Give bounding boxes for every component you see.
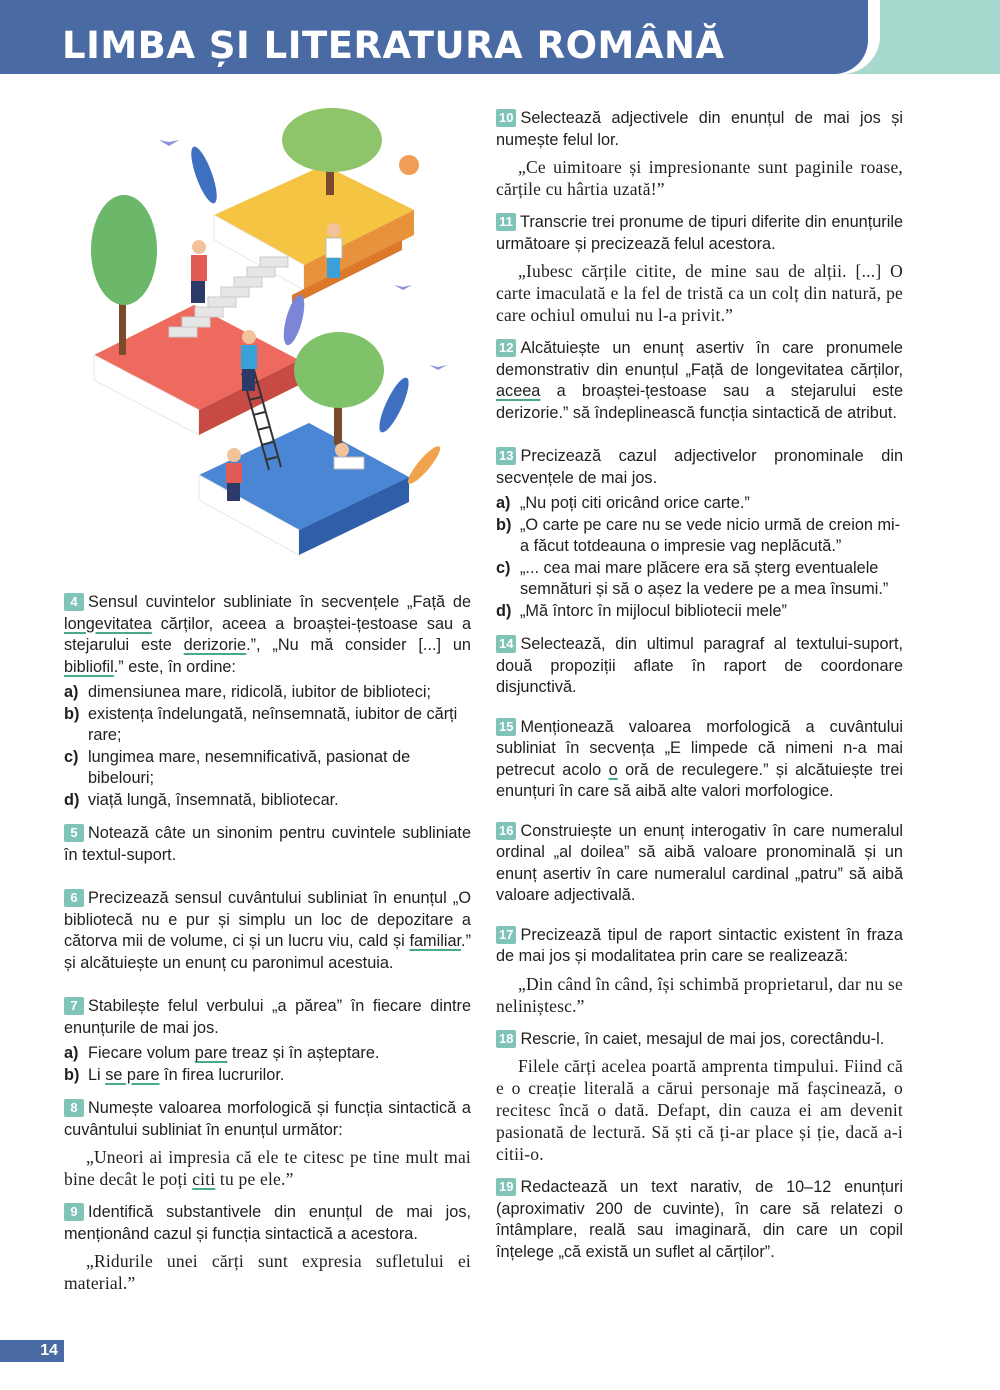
exercise-6: [64, 888, 471, 974]
exercise-17: [496, 925, 903, 1017]
exercise-18-quote: Filele cărți acelea poartă amprenta timpului. Fiind că e o creație literală a cărui personaje mă fașcinează, o recitesc încă o dată. Defapt, din cauza ei am devenit pasionată de lectură. Să ști că ți-ar place și ție, dacă a-i citii-o.: [496, 1056, 903, 1164]
underlined-word-longevitatea: longevitatea: [64, 614, 152, 633]
option-b: b) „O carte pe care nu se vede nicio urmă de creion mi-a făcut totdeauna o impresie vag neplăcută.”: [496, 515, 901, 555]
exercise-8-quote: „Uneori ai impresia că ele te citesc pe tine mult mai bine decât le poți citi tu pe ele.”: [64, 1147, 471, 1189]
exercise-10-quote: „Ce uimitoare și impresionante sunt paginile roase, cărțile cu hârtia uzată!”: [496, 157, 903, 199]
exercise-4-options: [64, 682, 471, 811]
exercise-12-number: 12: [496, 339, 516, 357]
exercise-16-number: 16: [496, 822, 516, 840]
books-illustration: [64, 105, 474, 580]
exercise-12: [496, 338, 903, 424]
option-b: b) Li se pare în firea lucrurilor.: [64, 1065, 285, 1084]
exercise-7: [64, 996, 471, 1086]
exercise-15-number: 15: [496, 718, 516, 736]
exercise-14: [496, 634, 903, 699]
option-b: b) existența îndelungată, neînsemnată, iubitor de cărți rare;: [64, 704, 458, 744]
underlined-word-pare: pare: [194, 1044, 228, 1062]
exercise-6-number: 6: [64, 889, 84, 907]
exercise-18-prompt: 18 Rescrie, în caiet, mesajul de mai jos, corectându-l.: [496, 1029, 903, 1051]
exercise-7-prompt: 7 Stabilește felul verbului „a părea” în fiecare dintre enunțurile de mai jos.: [64, 997, 471, 1037]
exercise-4-number: 4: [64, 593, 84, 611]
exercise-9-quote: „Ridurile unei cărți sunt expresia sufletului ei material.”: [64, 1251, 471, 1293]
exercise-12-prompt: 12 Alcătuiește un enunț asertiv în care pronumele demonstrativ din enunțul „Față de longevitatea cărților, aceea a broaștei-țestoase sau a stejarului este derizorie.” să îndeplinească funcția sintactică de atribut.: [496, 339, 903, 422]
exercise-14-prompt: 14 Selectează, din ultimul paragraf al textului-suport, două propoziții aflate în raport de coordonare disjunctivă.: [496, 635, 903, 696]
exercise-17-prompt: 17 Precizează tipul de raport sintactic existent în fraza de mai jos și modalitatea prin care se realizează:: [496, 925, 903, 965]
exercise-15-prompt: 15 Menționează valoarea morfologică a cuvântului subliniat în secvența „E limpede că nimeni n-a mai petrecut acolo o oră de reculegere.” și alcătuiește trei enunțuri în care să aibă alte valori morfologice.: [496, 717, 903, 800]
exercise-17-quote: „Din când în când, își schimbă proprietarul, dar nu se neliniștesc.”: [496, 973, 903, 1016]
underlined-word-bibliofil: bibliofil: [64, 657, 114, 676]
option-a: a) Fiecare volum pare treaz și în așteptare.: [64, 1044, 380, 1062]
exercise-15: [496, 717, 903, 803]
exercise-19-prompt: 19 Redactează un text narativ, de 10–12 enunțuri (aproximativ 200 de cuvinte), în care să relatezi o întâmplare, reală sau imaginară, din care un copil înțelege „că există un suflet al cărților”.: [496, 1178, 903, 1261]
option-d: d) viață lungă, însemnată, bibliotecar.: [64, 790, 339, 809]
exercise-10-prompt: 10 Selectează adjectivele din enunțul de mai jos și numește felul lor.: [496, 109, 903, 149]
exercise-13-number: 13: [496, 447, 516, 465]
underlined-word-se-pare: se pare: [105, 1065, 160, 1084]
exercise-11-quote: „Iubesc cărțile citite, de mine sau de alții. [...] O carte imaculată e la fel de tristă ca un colț din natură, pe care ochiul omului nu l-a privit.”: [496, 261, 903, 325]
right-column: [496, 108, 903, 1275]
exercise-13-prompt: 13 Precizează cazul adjectivelor pronominale din secvențele de mai jos.: [496, 447, 903, 487]
option-d: d) „Mă întorc în mijlocul bibliotecii mele”: [496, 601, 787, 620]
exercise-13: [496, 446, 903, 622]
exercise-6-prompt: 6 Precizează sensul cuvântului subliniat în enunțul „O bibliotecă nu e pur și simplu un loc de depozitare a cătorva mii de volume, ci și un lucru viu, cald și familiar.” și alcătuiește un enunț cu paronimul acestuia.: [64, 889, 471, 972]
exercise-4-text-4: .” este, în ordine:: [113, 657, 236, 676]
exercise-8-number: 8: [64, 1099, 84, 1117]
underlined-word-aceea: aceea: [496, 382, 541, 400]
option-c: c) lungimea mare, nesemnificativă, pasionat de bibelouri;: [64, 747, 411, 787]
exercise-9-prompt: 9 Identifică substantivele din enunțul de mai jos, menționând cazul și funcția sintactică a acestora.: [64, 1203, 471, 1243]
exercise-4: [64, 592, 471, 811]
exercise-8-prompt: 8 Numește valoarea morfologică și funcția sintactică a cuvântului subliniat în enunțul următor:: [64, 1099, 471, 1139]
exercise-19: [496, 1177, 903, 1263]
person-sitting-illustration: [226, 448, 242, 501]
exercise-9-number: 9: [64, 1203, 84, 1221]
exercise-19-number: 19: [496, 1178, 516, 1196]
exercise-5-prompt: 5 Notează câte un sinonim pentru cuvintele subliniate în textul-suport.: [64, 824, 471, 864]
exercise-7-number: 7: [64, 997, 84, 1015]
exercise-5: [64, 823, 471, 866]
exercise-13-options: [496, 493, 903, 622]
exercise-5-number: 5: [64, 824, 84, 842]
page-title: LIMBA ȘI LITERATURA ROMÂNĂ: [62, 24, 725, 67]
exercise-4-text-2: cărților, aceea a broaștei-țestoase sau a stejarului este: [64, 614, 471, 654]
exercise-10: [496, 108, 903, 200]
exercise-16: [496, 821, 903, 907]
exercise-16-prompt: 16 Construiește un enunț interogativ în care numeralul ordinal „al doilea” să aibă valoare pronominală și un enunț asertiv în care numeralul cardinal „patru” să aibă valoare adjectivală.: [496, 821, 903, 904]
page-number: 14: [0, 1340, 64, 1362]
exercise-9: [64, 1202, 471, 1294]
orange-plant-decoration: [399, 155, 444, 487]
left-column: [64, 592, 471, 1306]
underlined-word-citi: citi: [192, 1169, 216, 1189]
option-a: a) „Nu poți citi oricând orice carte.”: [496, 494, 750, 512]
exercise-18-number: 18: [496, 1030, 516, 1048]
exercise-14-number: 14: [496, 635, 516, 653]
exercise-11-prompt: 11 Transcrie trei pronume de tipuri diferite din enunțurile următoare și precizează felul acestora.: [496, 213, 903, 253]
underlined-word-familiar: familiar: [409, 932, 462, 950]
exercise-10-number: 10: [496, 109, 516, 127]
exercise-11: [496, 212, 903, 326]
underlined-word-o: o: [608, 760, 618, 779]
person-ladder-illustration: [241, 330, 257, 391]
page-header: [0, 0, 1000, 74]
option-c: c) „... cea mai mare plăcere era să șterg eventualele semnături și să o așez la vedere pe a mea însumi.”: [496, 558, 889, 598]
person-climbing-illustration: [191, 240, 207, 303]
exercise-18: [496, 1029, 903, 1166]
exercise-17-number: 17: [496, 926, 516, 944]
exercise-11-number: 11: [496, 213, 516, 231]
person-reading-illustration: [326, 223, 342, 278]
exercise-4-prompt: [64, 592, 471, 678]
exercise-7-options: [64, 1043, 471, 1086]
exercise-8: [64, 1098, 471, 1190]
exercise-4-text-1: Sensul cuvintelor subliniate în secvențele „Față de: [88, 593, 471, 611]
exercise-4-text-3: .”, „Nu mă consider [...] un: [246, 636, 471, 654]
option-a: a) dimensiunea mare, ridicolă, iubitor de biblioteci;: [64, 683, 431, 701]
underlined-word-derizorie: derizorie: [183, 636, 247, 654]
